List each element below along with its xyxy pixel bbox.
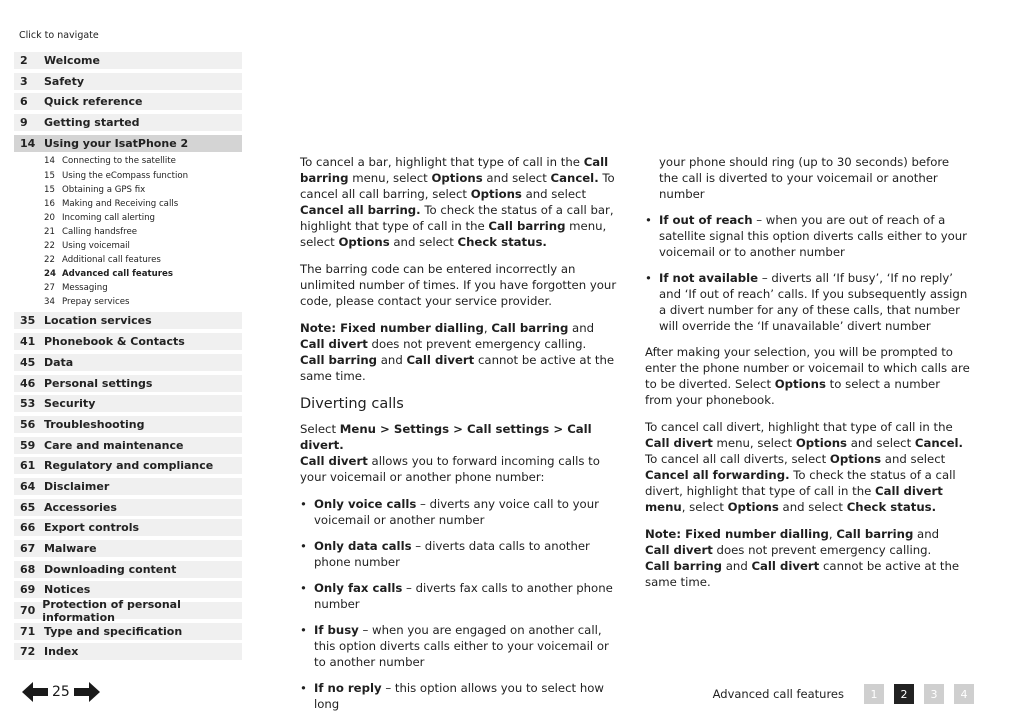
- toc-subitem-messaging[interactable]: [14, 281, 242, 295]
- note-emergency-calling: Note: Fixed number dialling, Call barring and Call divert does not prevent emergency calling. Call barring and Call divert cannot be active at the same time.: [300, 321, 615, 383]
- toc-sub-page-num: 15: [44, 184, 55, 195]
- toc-label: Index: [44, 645, 79, 659]
- toc-item-troubleshooting[interactable]: [14, 416, 242, 433]
- toc-item-notices[interactable]: [14, 581, 242, 598]
- toc-subitem-additional-features[interactable]: [14, 253, 242, 267]
- toc-label: Data: [44, 355, 74, 369]
- page-pager: [22, 682, 100, 702]
- toc-page-num: 68: [20, 562, 36, 576]
- section-page-2-button[interactable]: 2: [894, 684, 914, 704]
- toc-item-malware[interactable]: [14, 540, 242, 557]
- toc-page-num: 65: [20, 500, 36, 514]
- toc-subitem-call-alerting[interactable]: [14, 211, 242, 225]
- toc-label: Location services: [44, 314, 152, 328]
- list-item: • If no reply – this option allows you to select how long: [300, 680, 622, 712]
- toc-page-num: 14: [20, 136, 36, 150]
- toc-subitem-making-calls[interactable]: [14, 197, 242, 211]
- prev-page-arrow-icon[interactable]: [22, 682, 48, 702]
- toc-label: Using your IsatPhone 2: [44, 136, 189, 150]
- toc-label: Troubleshooting: [44, 417, 145, 431]
- toc-page-num: 72: [20, 645, 36, 659]
- toc-sub-page-num: 24: [44, 269, 56, 280]
- toc-item-personal-settings[interactable]: [14, 375, 242, 392]
- toc-page-num: 3: [20, 74, 28, 88]
- next-page-arrow-icon[interactable]: [74, 682, 100, 702]
- toc-subitem-connecting[interactable]: [14, 154, 242, 168]
- list-item: • Only fax calls – diverts fax calls to another phone number: [300, 580, 622, 612]
- toc-page-num: 67: [20, 542, 36, 556]
- toc-page-num: 53: [20, 397, 36, 411]
- toc-page-num: 70: [20, 604, 36, 618]
- toc-item-using-isatphone[interactable]: [14, 135, 242, 152]
- toc-label: Care and maintenance: [44, 438, 184, 452]
- toc-sub-label: Advanced call features: [62, 269, 173, 280]
- toc-item-safety[interactable]: [14, 73, 242, 90]
- toc-item-index[interactable]: [14, 643, 242, 660]
- toc-label: Safety: [44, 74, 85, 88]
- list-item: • If out of reach – when you are out of reach of a satellite signal this option diverts calls either to your voicemail or to another number: [645, 212, 970, 260]
- toc-sub-page-num: 21: [44, 226, 55, 237]
- toc-label: Regulatory and compliance: [44, 459, 214, 473]
- paragraph-cancel-bar: To cancel a bar, highlight that type of call in the Call barring menu, select Options and select Cancel. To cancel all call barring, select Options and select Cancel all barring. To check the status of a call bar, highlight that type of call in the Call barring menu, select Options and select Check status.: [300, 155, 615, 249]
- toc-item-welcome[interactable]: [14, 52, 242, 69]
- toc-sub-page-num: 16: [44, 198, 55, 209]
- toc-label: Export controls: [44, 521, 140, 535]
- divert-options-list-continued: [645, 212, 970, 334]
- toc-item-quick-reference[interactable]: [14, 93, 242, 110]
- toc-label: Disclaimer: [44, 479, 110, 493]
- paragraph-barring-code: The barring code can be entered incorrectly an unlimited number of times. If you have forgotten your code, please contact your service provider.: [300, 262, 617, 308]
- toc-page-num: 35: [20, 314, 36, 328]
- divert-options-list: [300, 496, 622, 712]
- section-page-3-button[interactable]: 3: [924, 684, 944, 704]
- toc-item-export-controls[interactable]: [14, 519, 242, 536]
- toc-page-num: 66: [20, 521, 36, 535]
- paragraph-call-divert-intro: Select Menu > Settings > Call settings > Call divert. Call divert allows you to forward incoming calls to your voicemail or another phone number:: [300, 422, 600, 484]
- toc-subitem-prepay[interactable]: [14, 295, 242, 309]
- list-item: • Only voice calls – diverts any voice call to your voicemail or another number: [300, 496, 622, 528]
- toc-sub-label: Connecting to the satellite: [62, 156, 176, 167]
- toc-label: Welcome: [44, 54, 100, 67]
- toc-label: Getting started: [44, 116, 140, 130]
- content-column-right: [645, 154, 970, 601]
- section-heading: Diverting calls: [300, 396, 404, 412]
- toc-item-accessories[interactable]: [14, 499, 242, 516]
- toc-label: Protection of personal information: [42, 597, 181, 624]
- toc-subitem-ecompass[interactable]: [14, 169, 242, 183]
- section-page-1-button[interactable]: 1: [864, 684, 884, 704]
- toc-item-getting-started[interactable]: [14, 114, 242, 131]
- toc-item-protection[interactable]: [14, 597, 242, 624]
- toc-sub-label: Additional call features: [62, 255, 161, 266]
- toc-sub-page-num: 15: [44, 170, 55, 181]
- toc-page-num: 56: [20, 417, 36, 431]
- toc-page-num: 41: [20, 335, 36, 349]
- toc-sub-page-num: 14: [44, 156, 55, 167]
- navigate-hint: Click to navigate: [19, 30, 99, 41]
- toc-subsection-list: [14, 154, 242, 309]
- toc-sub-label: Using voicemail: [62, 241, 130, 251]
- list-item-continuation: your phone should ring (up to 30 seconds) before the call is diverted to your voicemail or another number: [659, 155, 950, 201]
- note-emergency-calling-2: Note: Fixed number dialling, Call barring and Call divert does not prevent emergency calling. Call barring and Call divert cannot be active at the same time.: [645, 527, 960, 589]
- toc-subitem-handsfree[interactable]: [14, 225, 242, 239]
- toc-item-location-services[interactable]: [14, 312, 242, 329]
- toc-label: Phonebook & Contacts: [44, 335, 185, 349]
- toc-page-num: 6: [20, 95, 28, 109]
- table-of-contents: [14, 52, 242, 664]
- toc-label: Security: [44, 397, 96, 411]
- toc-item-care[interactable]: [14, 437, 242, 454]
- toc-sub-page-num: 34: [44, 297, 55, 308]
- toc-label: Quick reference: [44, 95, 143, 109]
- toc-sub-label: Messaging: [62, 283, 108, 294]
- toc-sub-page-num: 20: [44, 212, 55, 223]
- section-footer: [713, 684, 974, 704]
- list-item: • Only data calls – diverts data calls to another phone number: [300, 538, 622, 570]
- toc-page-num: 59: [20, 438, 36, 452]
- toc-item-specification[interactable]: [14, 623, 242, 640]
- toc-label: Personal settings: [44, 376, 153, 390]
- toc-item-regulatory[interactable]: [14, 457, 242, 474]
- toc-sub-page-num: 22: [44, 241, 55, 251]
- toc-page-num: 45: [20, 355, 36, 369]
- toc-page-num: 64: [20, 479, 36, 493]
- toc-item-data[interactable]: [14, 354, 242, 371]
- paragraph-after-selection: After making your selection, you will be prompted to enter the phone number or voicemail to which calls are to be diverted. Select Options to select a number from your phonebook.: [645, 345, 970, 407]
- toc-page-num: 46: [20, 376, 36, 390]
- toc-page-num: 61: [20, 459, 36, 473]
- toc-sub-label: Incoming call alerting: [62, 212, 155, 223]
- toc-label: Malware: [44, 542, 97, 556]
- toc-item-disclaimer[interactable]: [14, 478, 242, 495]
- paragraph-cancel-divert: To cancel call divert, highlight that type of call in the Call divert menu, select Options and select Cancel. To cancel all call diverts, select Options and select Cancel all forwarding. To check the status of a call divert, highlight that type of call in the Call divert menu, select Options and select Check status.: [645, 420, 963, 514]
- toc-subitem-gps-fix[interactable]: [14, 183, 242, 197]
- toc-item-security[interactable]: [14, 395, 242, 412]
- toc-item-downloading[interactable]: [14, 561, 242, 578]
- toc-page-num: 69: [20, 583, 36, 597]
- toc-sub-label: Obtaining a GPS fix: [62, 184, 146, 195]
- toc-sub-label: Prepay services: [62, 297, 130, 308]
- toc-item-phonebook[interactable]: [14, 333, 242, 350]
- toc-sub-page-num: 27: [44, 283, 55, 294]
- toc-sub-page-num: 22: [44, 255, 55, 266]
- toc-page-num: 2: [20, 54, 28, 67]
- content-column-left: [300, 154, 622, 722]
- toc-sub-label: Making and Receiving calls: [62, 198, 179, 209]
- section-page-4-button[interactable]: 4: [954, 684, 974, 704]
- toc-sub-label: Calling handsfree: [62, 226, 138, 237]
- toc-sub-label: Using the eCompass function: [62, 170, 189, 181]
- toc-label: Accessories: [44, 500, 117, 514]
- current-page-number: 25: [52, 684, 70, 700]
- toc-label: Downloading content: [44, 562, 177, 576]
- list-item: • If not available – diverts all ‘If busy’, ‘If no reply’ and ‘If out of reach’ calls. If you subsequently assign a divert number for any of these calls, that number will override the ‘If unavailable’ divert number: [645, 270, 970, 334]
- section-name: Advanced call features: [712, 687, 844, 701]
- toc-page-num: 71: [20, 624, 36, 638]
- toc-subitem-advanced-features[interactable]: [14, 267, 242, 281]
- toc-label: Notices: [44, 583, 91, 597]
- toc-label: Type and specification: [44, 624, 183, 638]
- toc-subitem-voicemail[interactable]: [14, 239, 242, 253]
- list-item: • If busy – when you are engaged on another call, this option diverts calls either to your voicemail or to another number: [300, 622, 622, 670]
- toc-page-num: 9: [20, 116, 28, 130]
